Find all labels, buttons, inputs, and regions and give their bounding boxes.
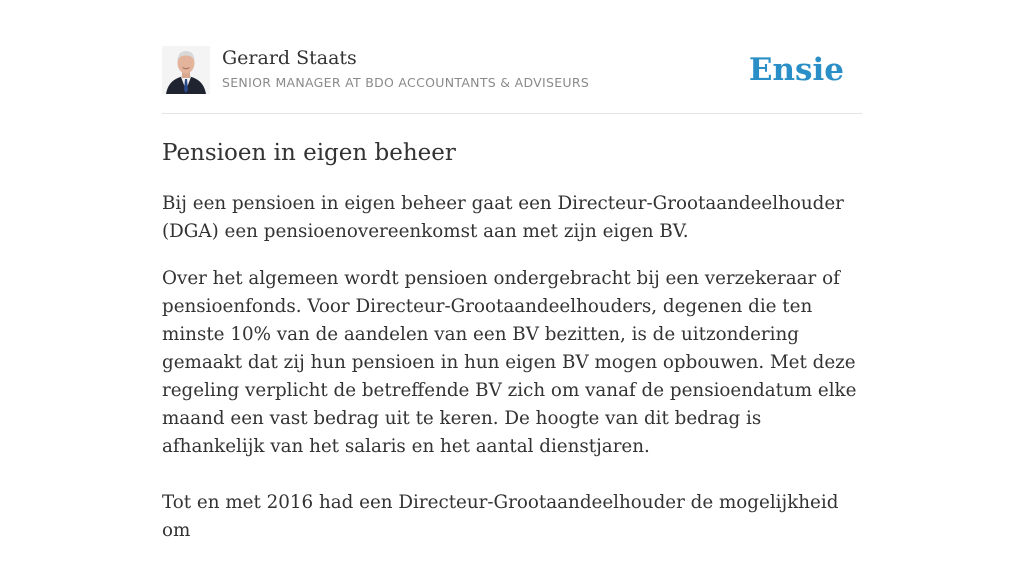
- brand-logo[interactable]: Ensie: [748, 52, 844, 88]
- article-container: [162, 0, 862, 541]
- article-paragraph: Tot en met 2016 had een Directeur-Grootaandeelhouder de mogelijkheid om: [162, 492, 839, 541]
- avatar[interactable]: [162, 46, 210, 94]
- author-header: [162, 0, 862, 114]
- article-paragraph: Bij een pensioen in eigen beheer gaat een Directeur-Grootaandeelhouder (DGA) een pensioenovereenkomst aan met zijn eigen BV.: [162, 193, 844, 242]
- author-portrait-icon: [162, 46, 210, 94]
- author-role: SENIOR MANAGER AT BDO ACCOUNTANTS & ADVISEURS: [222, 75, 590, 90]
- author-name[interactable]: Gerard Staats: [222, 47, 357, 69]
- article-paragraph: Over het algemeen wordt pensioen ondergebracht bij een verzekeraar of pensioenfonds. Voor Directeur-Grootaandeelhouders, degenen die ten minste 10% van de aandelen van een BV bezitten, is de uitzondering gemaakt dat zij hun pensioen in hun eigen BV mogen opbouwen. Met deze regeling verplicht de betreffende BV zich om vanaf de pensioendatum elke maand een vast bedrag uit te keren. De hoogte van dit bedrag is afhankelijk van het salaris en het aantal dienstjaren.: [162, 268, 857, 457]
- article-title: Pensioen in eigen beheer: [162, 140, 456, 166]
- article-body: [162, 190, 862, 564]
